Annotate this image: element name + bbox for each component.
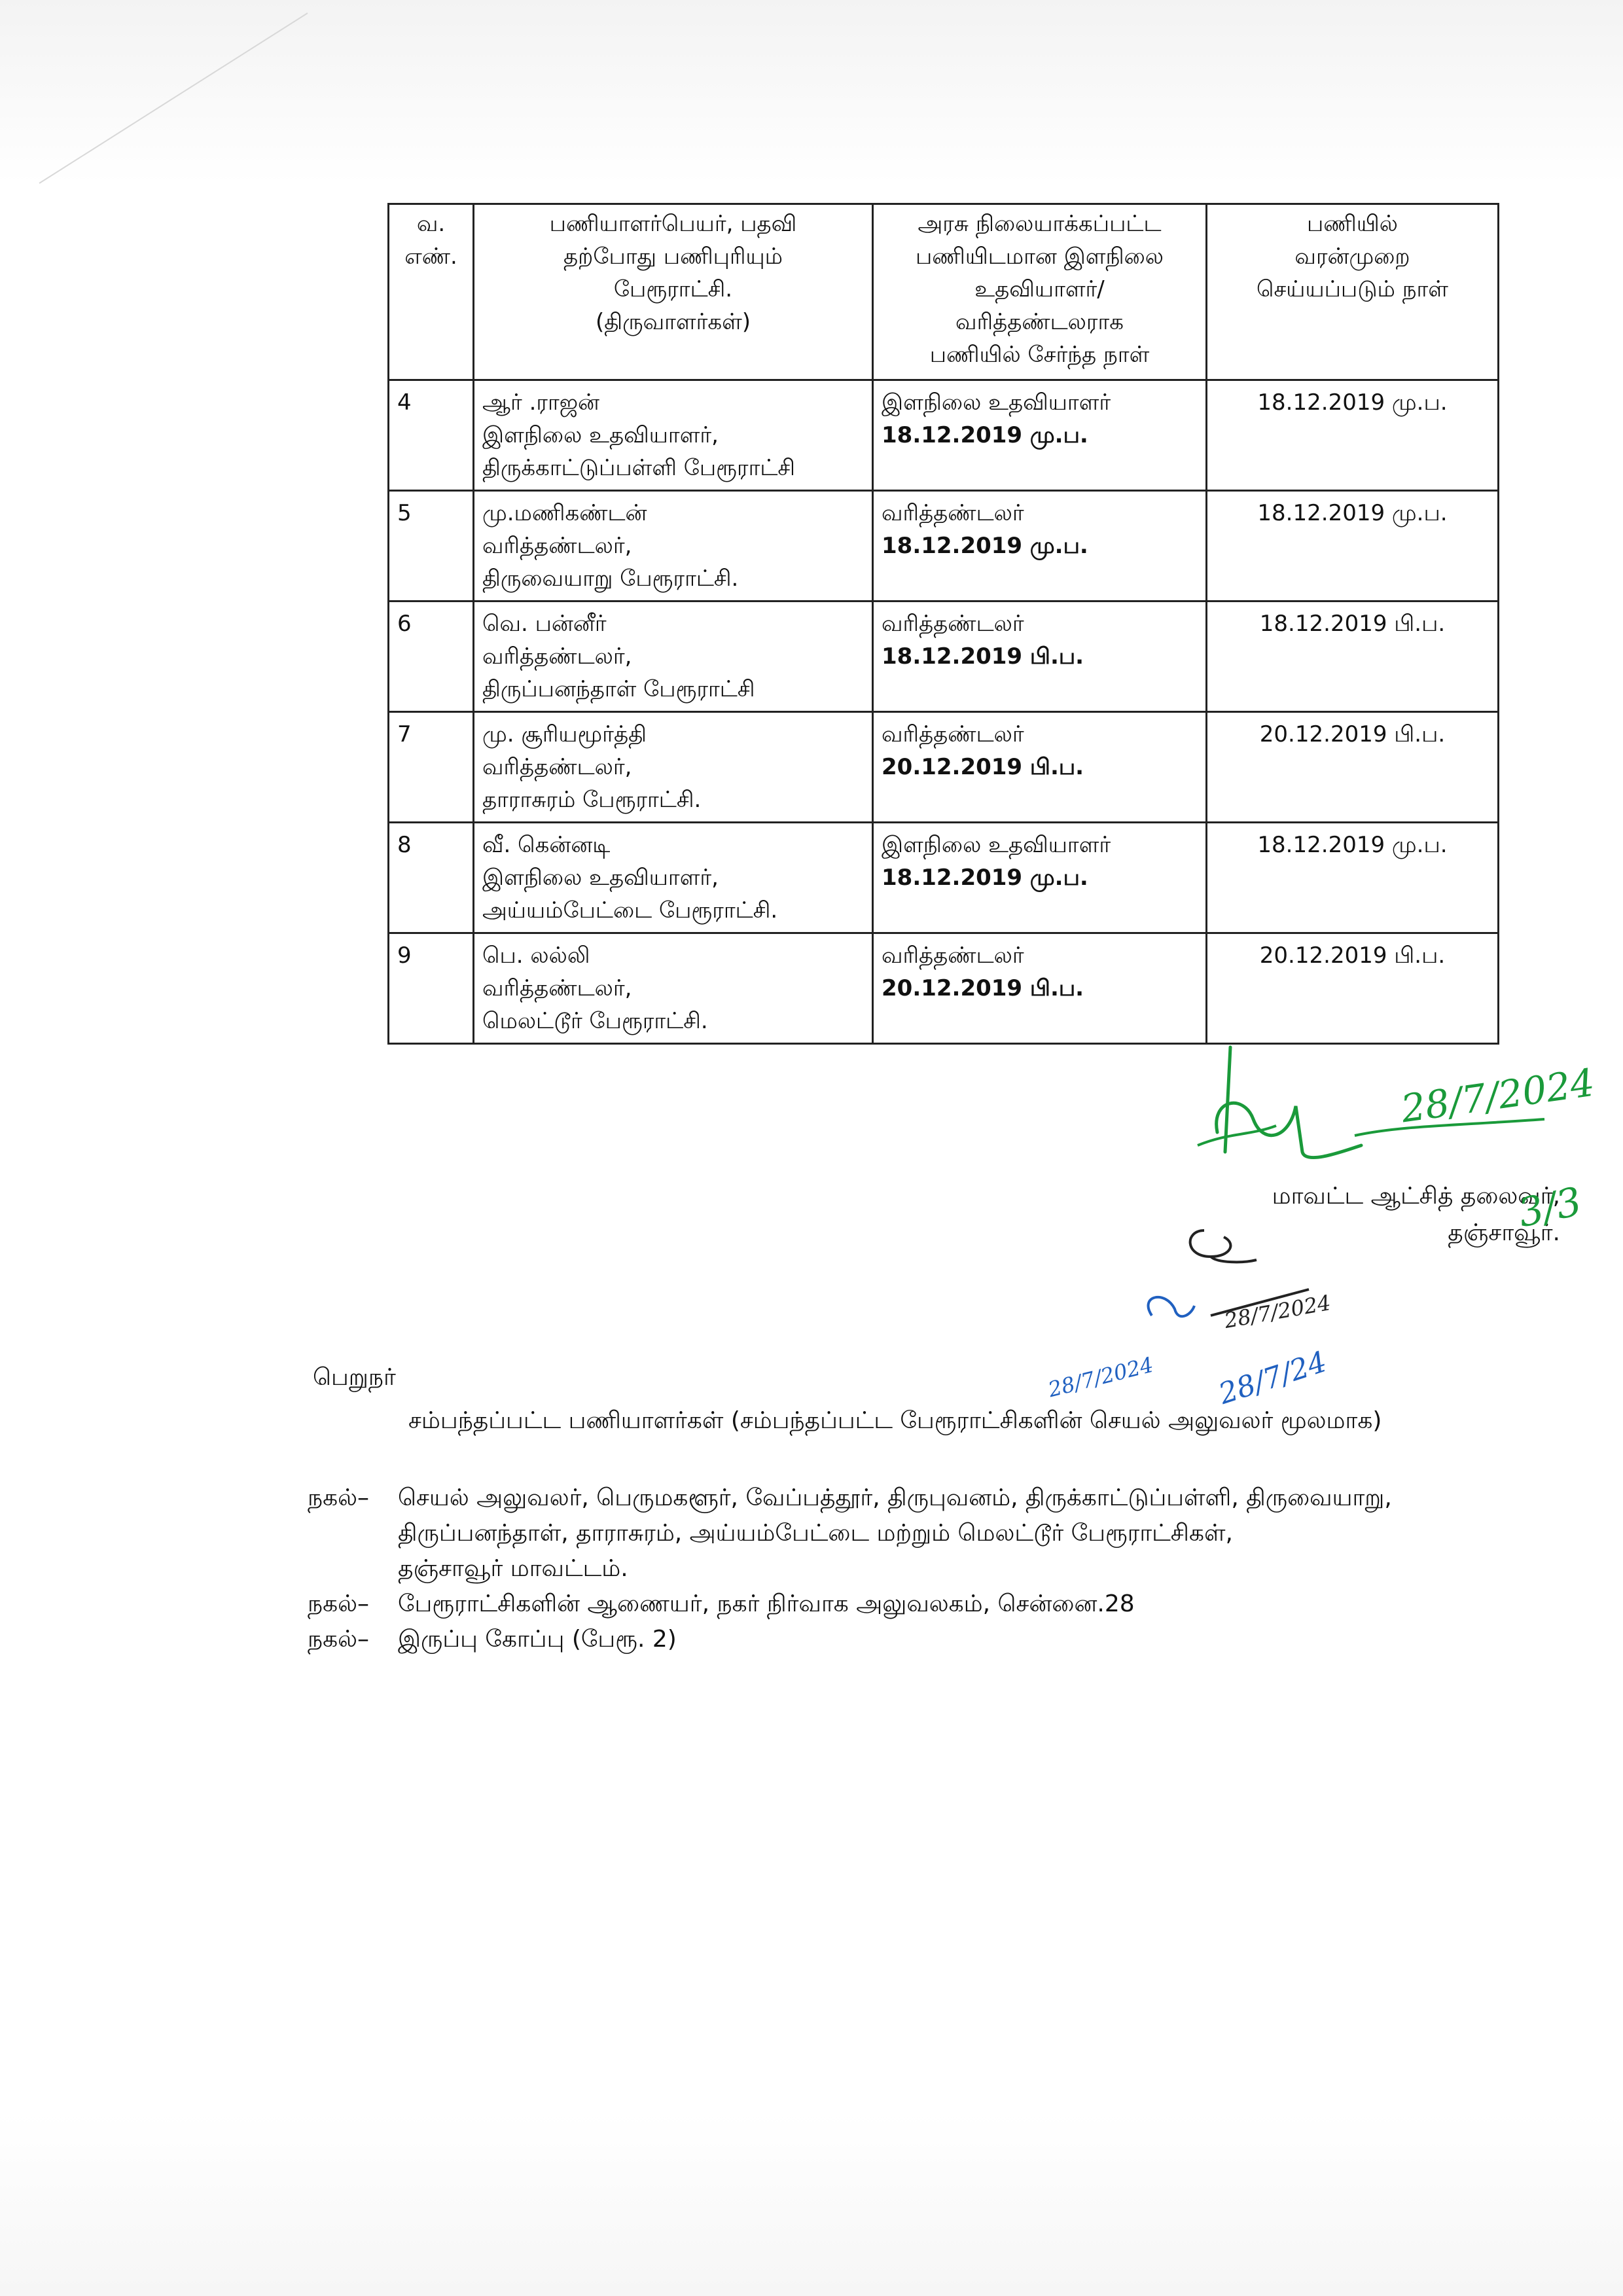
- cell-regularisation-date: 18.12.2019 மு.ப.: [1207, 380, 1499, 491]
- header-regularisation-date: பணியில் வரன்முறை செய்யப்படும் நாள்: [1207, 204, 1499, 380]
- copy-line: திருப்பனந்தாள், தாராசுரம், அய்யம்பேட்டை மற்றும் மெலட்டூர் பேரூராட்சிகள்,: [398, 1520, 1233, 1547]
- copy-line: இருப்பு கோப்பு (பேரூ. 2): [398, 1626, 677, 1653]
- copy-line: பேரூராட்சிகளின் ஆணையர், நகர் நிர்வாக அலுவலகம், சென்னை.28: [398, 1590, 1135, 1617]
- cell-joining: வரித்தண்டலர் 20.12.2019 பி.ப.: [873, 712, 1207, 823]
- cell-employee: மு.மணிகண்டன் வரித்தண்டலர், திருவையாறு பேரூராட்சி.: [474, 491, 873, 601]
- cell-serial-number: 6: [389, 601, 474, 712]
- initials-date-black: 28/7/2024: [1222, 1290, 1333, 1333]
- cell-joining: இளநிலை உதவியாளர் 18.12.2019 மு.ப.: [873, 823, 1207, 933]
- header-joining-date: அரசு நிலையாக்கப்பட்ட பணியிடமான இளநிலை உதவியாளர்/ வரித்தண்டலராக பணியில் சேர்ந்த நாள்: [873, 204, 1207, 380]
- staff-regularisation-table: [387, 203, 1499, 1045]
- cell-regularisation-date: 18.12.2019 மு.ப.: [1207, 823, 1499, 933]
- signatory-place: தஞ்சாவூர்.: [1448, 1219, 1560, 1246]
- initials-date-blue: 28/7/2024: [1045, 1352, 1156, 1403]
- page-number-handwritten: 3/3: [1514, 1178, 1586, 1237]
- table-row: [389, 823, 1499, 933]
- cell-serial-number: 9: [389, 933, 474, 1044]
- cell-joining: இளநிலை உதவியாளர் 18.12.2019 மு.ப.: [873, 380, 1207, 491]
- initials-date-blue-large: 28/7/24: [1215, 1345, 1331, 1411]
- copy-line: செயல் அலுவலர், பெருமகளூர், வேப்பத்தூர், திருபுவனம், திருக்காட்டுப்பள்ளி, திருவையாறு,: [398, 1484, 1392, 1511]
- cell-serial-number: 5: [389, 491, 474, 601]
- cell-serial-number: 7: [389, 712, 474, 823]
- cell-regularisation-date: 20.12.2019 பி.ப.: [1207, 933, 1499, 1044]
- cell-employee: மு. சூரியமூர்த்தி வரித்தண்டலர், தாராசுரம் பேரூராட்சி.: [474, 712, 873, 823]
- cell-joining: வரித்தண்டலர் 18.12.2019 பி.ப.: [873, 601, 1207, 712]
- cell-serial-number: 8: [389, 823, 474, 933]
- header-employee-name: பணியாளர்பெயர், பதவி தற்போது பணிபுரியும் பேரூராட்சி. (திருவாளர்கள்): [474, 204, 873, 380]
- cell-regularisation-date: 18.12.2019 பி.ப.: [1207, 601, 1499, 712]
- recipient-label: பெறுநர்: [313, 1364, 396, 1391]
- cell-joining: வரித்தண்டலர் 18.12.2019 மு.ப.: [873, 491, 1207, 601]
- signature-handwritten-date: 28/7/2024: [1398, 1060, 1597, 1132]
- copy-prefix: நகல்–: [308, 1484, 370, 1511]
- cell-serial-number: 4: [389, 380, 474, 491]
- table-row: [389, 380, 1499, 491]
- cell-regularisation-date: 20.12.2019 பி.ப.: [1207, 712, 1499, 823]
- list-item: [308, 1480, 1551, 1587]
- recipient-text: சம்பந்தப்பட்ட பணியாளர்கள் (சம்பந்தப்பட்ட பேரூராட்சிகளின் செயல் அலுவலர் மூலமாக): [408, 1407, 1382, 1434]
- cell-employee: வீ. கென்னடி இளநிலை உதவியாளர், அய்யம்பேட்டை பேரூராட்சி.: [474, 823, 873, 933]
- copy-prefix: நகல்–: [308, 1590, 370, 1617]
- list-item: [308, 1622, 1551, 1657]
- cell-joining: வரித்தண்டலர் 20.12.2019 பி.ப.: [873, 933, 1207, 1044]
- table-row: [389, 712, 1499, 823]
- list-item: [308, 1587, 1551, 1622]
- copy-line: தஞ்சாவூர் மாவட்டம்.: [398, 1555, 628, 1582]
- cell-employee: வெ. பன்னீர் வரித்தண்டலர், திருப்பனந்தாள் பேரூராட்சி: [474, 601, 873, 712]
- table-header-row: [389, 204, 1499, 380]
- cell-regularisation-date: 18.12.2019 மு.ப.: [1207, 491, 1499, 601]
- copy-to-list: [308, 1480, 1551, 1657]
- table-row: [389, 601, 1499, 712]
- header-serial-number: வ. எண்.: [389, 204, 474, 380]
- cell-employee: பெ. லல்லி வரித்தண்டலர், மெலட்டூர் பேரூராட்சி.: [474, 933, 873, 1044]
- cell-employee: ஆர் .ராஜன் இளநிலை உதவியாளர், திருக்காட்டுப்பள்ளி பேரூராட்சி: [474, 380, 873, 491]
- table-row: [389, 491, 1499, 601]
- copy-prefix: நகல்–: [308, 1626, 370, 1653]
- signatory-designation: மாவட்ட ஆட்சித் தலைவர்,: [1272, 1183, 1560, 1210]
